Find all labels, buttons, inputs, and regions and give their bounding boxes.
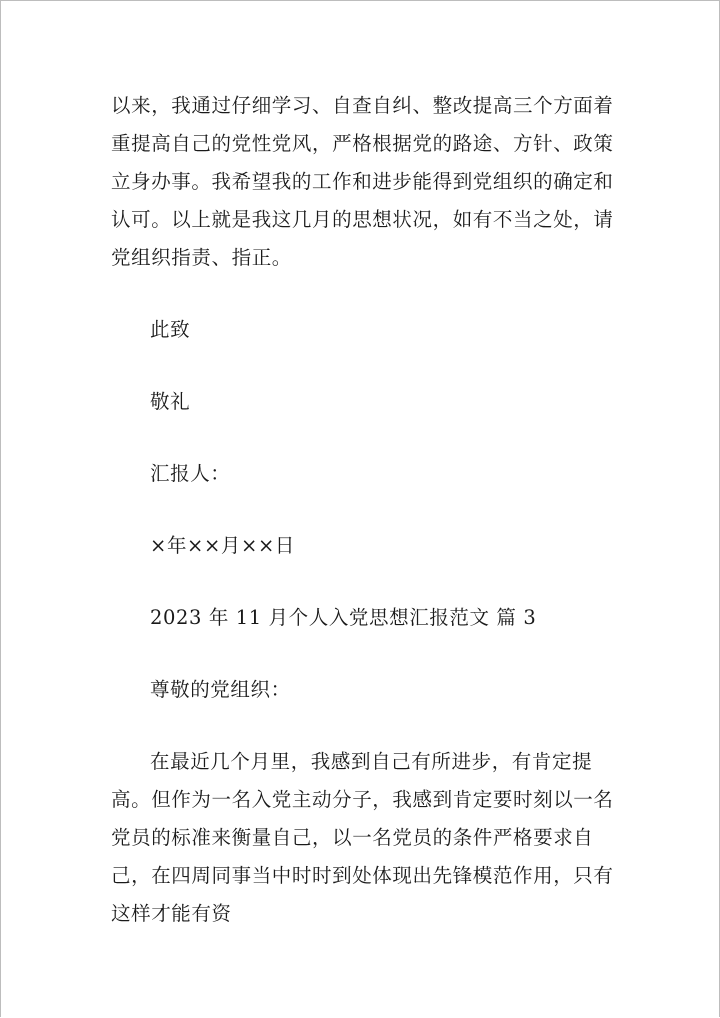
paragraph-body: 在最近几个月里，我感到自己有所进步，有肯定提高。但作为一名入党主动分子，我感到肯定要时刻以一名党员的标准来衡量自己，以一名党员的条件严格要求自己，在四周同事当中时时到处体现出先锋模范作用，只有这样才能有资 <box>111 750 614 925</box>
section-title: 2023 年 11 月个人入党思想汇报范文 篇 3 <box>150 606 537 629</box>
closing-jingli: 敬礼 <box>150 390 191 413</box>
salutation: 尊敬的党组织： <box>150 678 291 701</box>
document-body <box>111 87 631 933</box>
date-line: ×年××月××日 <box>150 534 295 557</box>
paragraph-continued: 以来，我通过仔细学习、自查自纠、整改提高三个方面着重提高自己的党性党风，严格根据党的路途、方针、政策立身办事。我希望我的工作和进步能得到党组织的确定和认可。以上就是我这几月的思想状况，如有不当之处，请党组织指责、指正。 <box>111 94 614 269</box>
reporter-label: 汇报人： <box>150 462 231 485</box>
closing-cizhi: 此致 <box>150 318 191 341</box>
